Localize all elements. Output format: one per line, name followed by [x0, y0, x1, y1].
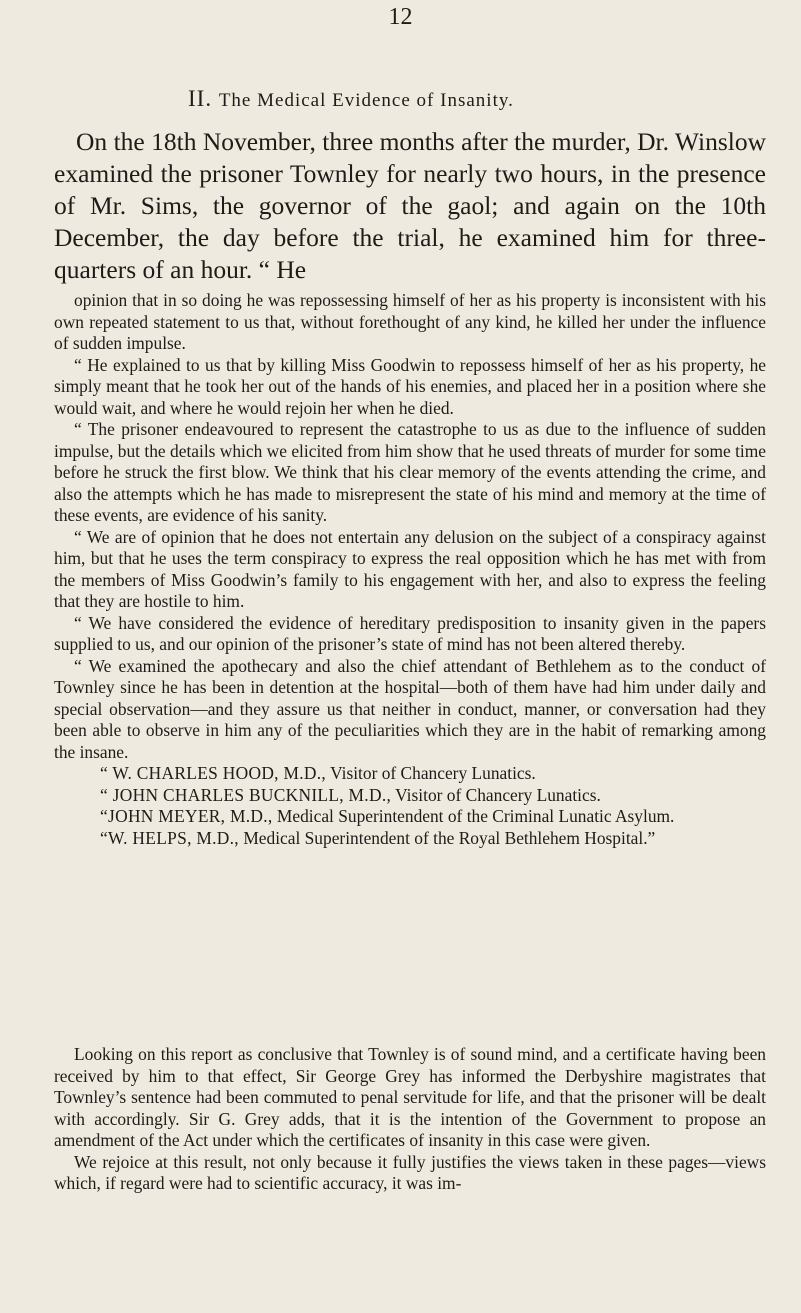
signatories	[54, 763, 766, 849]
report-paragraph: “ We have considered the evidence of hereditary predisposition to insanity given in the papers supplied to us, and our opinion of the prisoner’s state of mind has not been altered thereby.	[54, 612, 766, 654]
signatory-name: “ JOHN CHARLES BUCKNILL, M.D.,	[100, 784, 392, 805]
lead-paragraph: On the 18th November, three months after the murder, Dr. Winslow examined the prisoner Townley for nearly two hours, in the presence of Mr. Sims, the governor of the gaol; and again on the 10th December, the day before the trial, he examined him for three-quarters of an hour. “ He	[54, 127, 766, 284]
signatory-name: “JOHN MEYER, M.D.,	[100, 806, 273, 826]
section-numeral: II.	[188, 86, 213, 111]
report-paragraph: “ We are of opinion that he does not entertain any delusion on the subject of a conspiracy against him, but that he uses the term conspiracy to express the real opposition which he has met with from the members of Miss Goodwin’s family to his engagement with her, and also to express the feeling that they are hostile to him.	[54, 526, 766, 611]
report-paragraph: “ He explained to us that by killing Miss Goodwin to repossess himself of her as his property, he simply meant that he took her out of the hands of his enemies, and placed her in a position where she would wait, and where he would rejoin her when he died.	[54, 354, 766, 418]
page-number: 12	[388, 4, 413, 30]
signatory-name: “ W. CHARLES HOOD, M.D.,	[100, 763, 327, 783]
report-paragraph: opinion that in so doing he was repossessing himself of her as his property is inconsistent with his own repeated statement to us that, without forethought of any kind, he killed her under the influence of sudden impulse.	[54, 290, 766, 353]
signatory	[54, 828, 766, 850]
signatory-role: Medical Superintendent of the Criminal Lunatic Asylum.	[276, 806, 675, 826]
report-paragraph: “ We examined the apothecary and also the chief attendant of Bethlehem as to the conduct of Townley since he has been in detention at the hospital—both of them have had him under daily and special observation—and they assure us that neither in conduct, manner, or conversation had they been able to observe in him any of the peculiarities which they are in the habit of remarking among the insane.	[54, 655, 766, 762]
signatory	[54, 763, 766, 785]
signatory	[54, 806, 766, 828]
section-heading	[188, 86, 514, 112]
signatory-role: Visitor of Chancery Lunatics.	[330, 763, 536, 783]
report-paragraph: “ The prisoner endeavoured to represent the catastrophe to us as due to the influence of sudden impulse, but the details which we elicited from him show that he used threats of murder for some time before he struck the first blow. We think that his clear memory of the events attending the crime, and also the attempts which he has made to misrepresent the state of his mind and memory at the time of these events, are evidence of his sanity.	[54, 419, 766, 525]
closing-paragraph: We rejoice at this result, not only because it fully justifies the views taken in these pages—views which, if regard were had to scientific accuracy, it was im-	[54, 1151, 766, 1193]
signatory	[54, 785, 766, 807]
signatory-role: Medical Superintendent of the Royal Bethlehem Hospital.”	[243, 827, 656, 848]
lead-paragraph-block	[54, 126, 766, 286]
signatory-role: Visitor of Chancery Lunatics.	[395, 784, 601, 805]
signatory-name: “W. HELPS, M.D.,	[100, 827, 239, 848]
closing-text	[54, 1044, 766, 1195]
section-title: The Medical Evidence of Insanity.	[218, 90, 514, 111]
quoted-report	[54, 290, 766, 849]
closing-paragraph: Looking on this report as conclusive that Townley is of sound mind, and a certificate having been received by him to that effect, Sir George Grey has informed the Derbyshire magistrates that Townley’s sentence had been commuted to penal servitude for life, and that the prisoner will be dealt with accordingly. Sir G. Grey adds, that it is the intention of the Government to propose an amendment of the Act under which the certificates of insanity in this case were given.	[54, 1044, 766, 1150]
